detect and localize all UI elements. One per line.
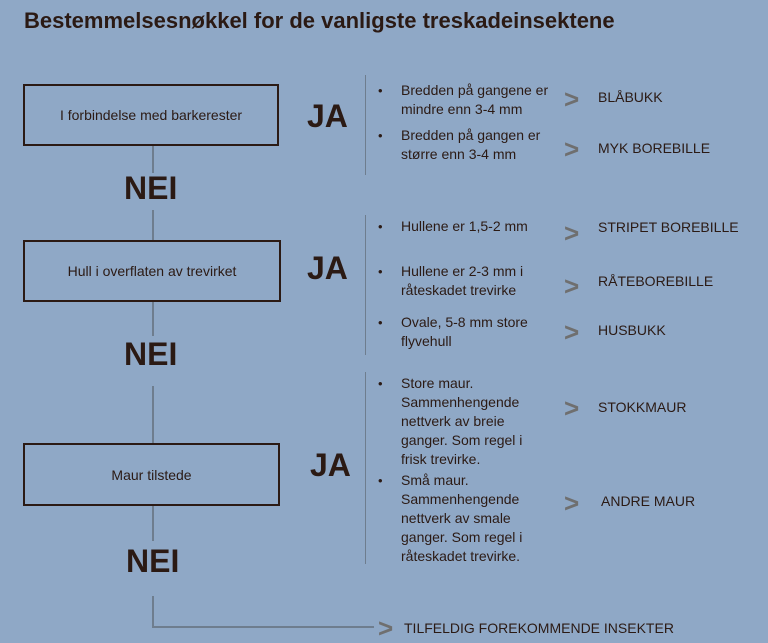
yes-label: JA xyxy=(307,250,348,286)
result-label: RÅTEBOREBILLE xyxy=(598,273,714,289)
question-box xyxy=(23,240,281,302)
bullet: • xyxy=(378,473,383,488)
connector-line xyxy=(152,596,154,627)
bullet: • xyxy=(378,376,383,391)
connector-line xyxy=(152,626,374,628)
no-label: NEI xyxy=(126,543,180,579)
result-label: ANDRE MAUR xyxy=(601,493,696,509)
question-text: Maur tilstede xyxy=(111,466,192,483)
result-label: STRIPET BOREBILLE xyxy=(598,219,739,235)
page-title: Bestemmelsesnøkkel for de vanligste treskadeinsektene xyxy=(24,8,615,33)
yes-label: JA xyxy=(310,447,351,483)
arrow-icon: > xyxy=(564,134,580,164)
bullet: • xyxy=(378,264,383,279)
result-label: BLÅBUKK xyxy=(598,89,663,105)
result-label: STOKKMAUR xyxy=(598,399,687,415)
section-separator xyxy=(365,75,366,175)
connector-line xyxy=(152,300,154,336)
no-label: NEI xyxy=(124,170,178,206)
criterion-text: Ovale, 5-8 mm store flyvehull xyxy=(401,314,528,349)
criterion-text: Bredden på gangene er mindre enn 3-4 mm xyxy=(401,82,549,117)
no-label: NEI xyxy=(124,336,178,372)
arrow-icon: > xyxy=(564,317,580,347)
question-box xyxy=(23,84,279,146)
criterion-text: Små maur. Sammenhengende nettverk av smale ganger. Som regel i råteskadet trevirke. xyxy=(401,472,523,564)
bullet: • xyxy=(378,219,383,234)
question-text: I forbindelse med barkerester xyxy=(59,107,243,123)
arrow-icon: > xyxy=(564,393,580,423)
criterion-text: Store maur. Sammenhengende nettverk av breie ganger. Som regel i frisk trevirke. xyxy=(401,375,523,467)
final-result-label: TILFELDIG FOREKOMMENDE INSEKTER xyxy=(404,620,674,636)
arrow-icon: > xyxy=(564,488,580,518)
bullet: • xyxy=(378,128,383,143)
arrow-icon: > xyxy=(564,218,580,248)
connector-line xyxy=(152,145,154,173)
question-text: Hull i overflaten av trevirket xyxy=(67,263,237,279)
section-separator xyxy=(365,372,366,564)
arrow-icon: > xyxy=(564,84,580,114)
criterion-text: Hullene er 2-3 mm i råteskadet trevirke xyxy=(401,263,524,298)
arrow-icon: > xyxy=(378,613,394,643)
criterion-text: Hullene er 1,5-2 mm xyxy=(401,218,528,234)
connector-line xyxy=(152,386,154,444)
section-separator xyxy=(365,215,366,355)
connector-line xyxy=(152,210,154,241)
question-box xyxy=(23,443,280,506)
arrow-icon: > xyxy=(564,271,580,301)
yes-label: JA xyxy=(307,98,348,134)
criterion-text: Bredden på gangen er større enn 3-4 mm xyxy=(401,127,541,162)
bullet: • xyxy=(378,315,383,330)
connector-line xyxy=(152,505,154,541)
bullet: • xyxy=(378,83,383,98)
result-label: HUSBUKK xyxy=(598,322,666,338)
result-label: MYK BOREBILLE xyxy=(598,140,711,156)
